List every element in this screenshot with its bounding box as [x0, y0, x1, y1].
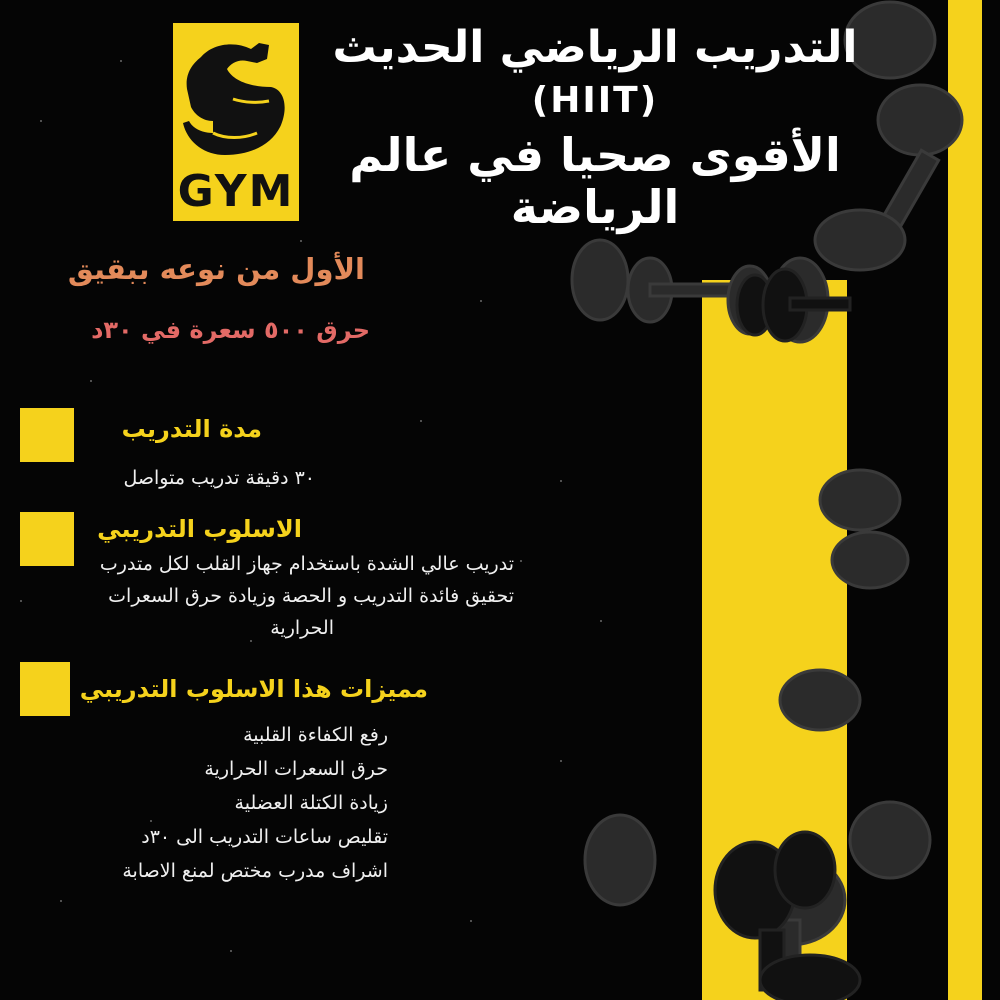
tagline-secondary: حرق ٥٠٠ سعرة في ٣٠د: [91, 316, 370, 344]
method-line-3: الحرارية: [270, 617, 334, 639]
gym-logo: [173, 23, 299, 221]
features-list: [88, 718, 388, 888]
tagline-primary: الأول من نوعه ببقيق: [67, 252, 365, 286]
list-item: زيادة الكتلة العضلية: [234, 792, 388, 814]
list-item: حرق السعرات الحرارية: [204, 758, 388, 780]
section-text-duration: ٣٠ دقيقة تدريب متواصل: [123, 467, 315, 489]
list-item: تقليص ساعات التدريب الى ٣٠د: [141, 826, 388, 848]
list-item: اشراف مدرب مختص لمنع الاصابة: [122, 860, 388, 882]
section-text-method: [44, 548, 514, 644]
section-heading-duration: مدة التدريب: [121, 415, 262, 443]
logo-text: GYM: [177, 166, 295, 217]
title-line-4: الرياضة: [510, 180, 680, 234]
flexed-arm-icon: [173, 29, 299, 169]
list-item: رفع الكفاءة القلبية: [243, 724, 388, 746]
title-line-2: (HIIT): [531, 80, 659, 121]
method-line-2: تحقيق فائدة التدريب و الحصة وزيادة حرق السعرات: [108, 585, 514, 607]
method-line-1: تدريب عالي الشدة باستخدام جهاز القلب لكل متدرب: [99, 553, 514, 575]
section-marker: [20, 662, 70, 716]
section-heading-features: مميزات هذا الاسلوب التدريبي: [79, 675, 428, 703]
title-line-3: الأقوى صحيا في عالم: [349, 128, 841, 182]
section-heading-method: الاسلوب التدريبي: [97, 515, 302, 543]
section-marker: [20, 408, 74, 462]
title-line-1: التدريب الرياضي الحديث: [332, 22, 858, 73]
